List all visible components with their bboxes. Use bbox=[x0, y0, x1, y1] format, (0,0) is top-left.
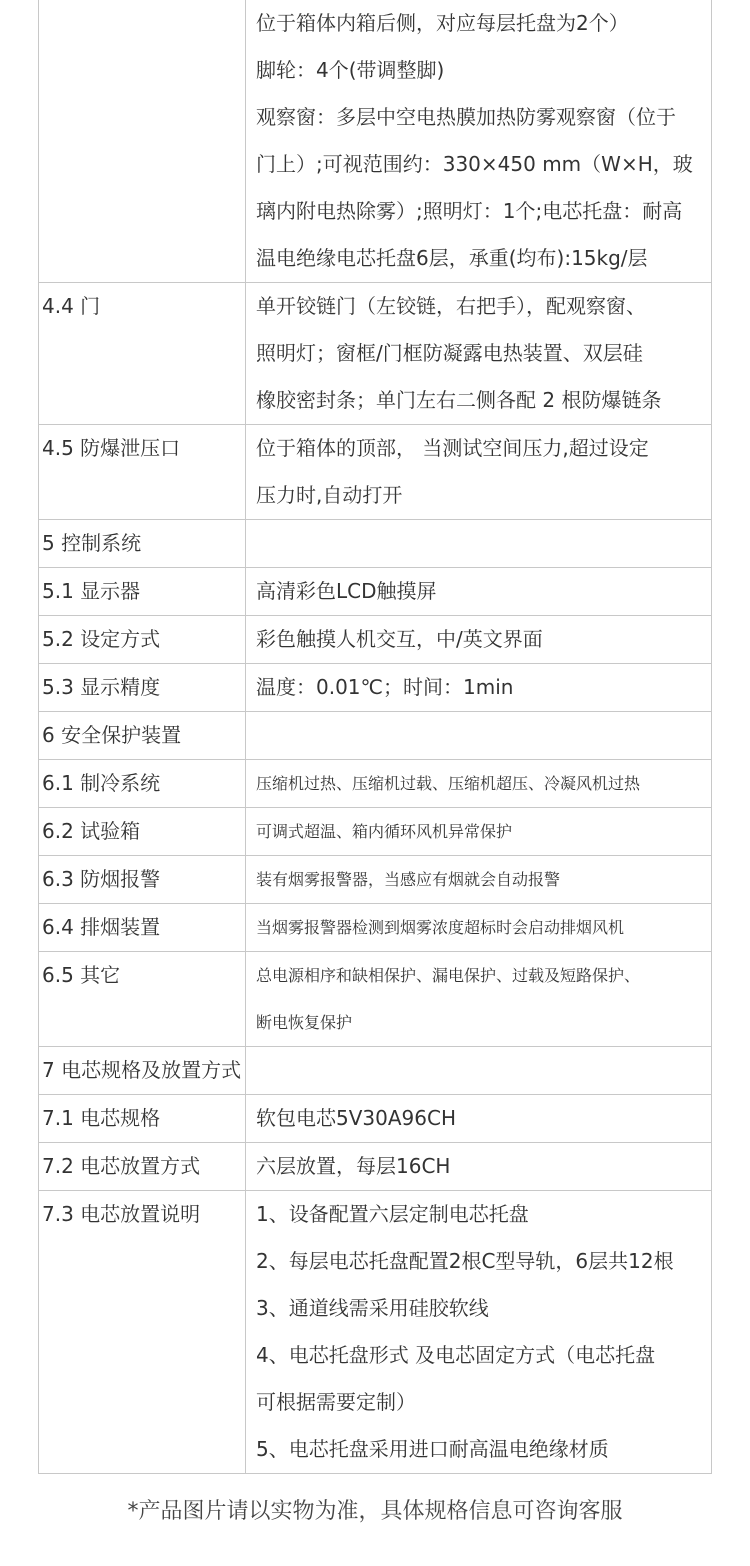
value-line: 2、每层电芯托盘配置2根C型导轨，6层共12根 bbox=[256, 1249, 674, 1273]
row-label: 6 安全保护装置 bbox=[39, 712, 246, 760]
row-label: 6.3 防烟报警 bbox=[39, 856, 246, 904]
table-row bbox=[39, 425, 712, 520]
value-line: 橡胶密封条；单门左右二侧各配 2 根防爆链条 bbox=[256, 388, 662, 412]
value-line: 单开铰链门（左铰链，右把手），配观察窗、 bbox=[256, 294, 646, 318]
table-row bbox=[39, 760, 712, 808]
row-value bbox=[246, 1191, 712, 1474]
table-row bbox=[39, 1047, 712, 1095]
value-line: 位于箱体的顶部， 当测试空间压力,超过设定 bbox=[256, 436, 649, 460]
value-line: 温电绝缘电芯托盘6层，承重(均布):15kg/层 bbox=[256, 246, 648, 270]
value-line: 5、电芯托盘采用进口耐高温电绝缘材质 bbox=[256, 1437, 609, 1461]
row-label bbox=[39, 0, 246, 283]
table-row bbox=[39, 712, 712, 760]
row-value bbox=[246, 520, 712, 568]
row-value bbox=[246, 760, 712, 808]
value-line: 温度：0.01℃；时间：1min bbox=[256, 675, 514, 699]
row-value bbox=[246, 425, 712, 520]
value-line: 观察窗：多层中空电热膜加热防雾观察窗（位于 bbox=[256, 105, 676, 129]
row-label: 7.1 电芯规格 bbox=[39, 1095, 246, 1143]
value-line: 门上）;可视范围约：330×450 mm（W×H，玻 bbox=[256, 152, 693, 176]
row-label: 5 控制系统 bbox=[39, 520, 246, 568]
table-row bbox=[39, 0, 712, 283]
row-label: 6.2 试验箱 bbox=[39, 808, 246, 856]
table-row bbox=[39, 856, 712, 904]
table-row bbox=[39, 664, 712, 712]
value-line: 4、电芯托盘形式 及电芯固定方式（电芯托盘 bbox=[256, 1343, 656, 1367]
value-line: 六层放置，每层16CH bbox=[256, 1154, 451, 1178]
row-value bbox=[246, 0, 712, 283]
row-value bbox=[246, 712, 712, 760]
value-line: 软包电芯5V30A96CH bbox=[256, 1106, 456, 1130]
value-line: 断电恢复保护 bbox=[256, 1013, 353, 1032]
value-line: 压缩机过热、压缩机过载、压缩机超压、冷凝风机过热 bbox=[256, 774, 641, 793]
row-label: 5.3 显示精度 bbox=[39, 664, 246, 712]
row-label: 6.4 排烟装置 bbox=[39, 904, 246, 952]
row-label: 7 电芯规格及放置方式 bbox=[39, 1047, 246, 1095]
row-value bbox=[246, 808, 712, 856]
value-line: 可根据需要定制） bbox=[256, 1390, 416, 1414]
row-value bbox=[246, 568, 712, 616]
table-row bbox=[39, 283, 712, 425]
row-value bbox=[246, 856, 712, 904]
table-row bbox=[39, 1143, 712, 1191]
value-line: 高清彩色LCD触摸屏 bbox=[256, 579, 437, 603]
row-label: 6.1 制冷系统 bbox=[39, 760, 246, 808]
row-value bbox=[246, 904, 712, 952]
row-label: 4.4 门 bbox=[39, 283, 246, 425]
value-line: 位于箱体内箱后侧，对应每层托盘为2个） bbox=[256, 11, 629, 35]
row-label: 7.3 电芯放置说明 bbox=[39, 1191, 246, 1474]
table-row bbox=[39, 952, 712, 1047]
spec-table bbox=[38, 0, 712, 1474]
value-line: 当烟雾报警器检测到烟雾浓度超标时会启动排烟风机 bbox=[256, 918, 625, 937]
row-label: 5.1 显示器 bbox=[39, 568, 246, 616]
value-line: 可调式超温、箱内循环风机异常保护 bbox=[256, 822, 513, 841]
value-line: 彩色触摸人机交互，中/英文界面 bbox=[256, 627, 543, 651]
table-row bbox=[39, 808, 712, 856]
value-line: 装有烟雾报警器，当感应有烟就会自动报警 bbox=[256, 870, 561, 889]
row-label: 4.5 防爆泄压口 bbox=[39, 425, 246, 520]
value-line: 1、设备配置六层定制电芯托盘 bbox=[256, 1202, 529, 1226]
value-line: 3、通道线需采用硅胶软线 bbox=[256, 1296, 489, 1320]
table-row bbox=[39, 568, 712, 616]
row-label: 5.2 设定方式 bbox=[39, 616, 246, 664]
value-line: 压力时,自动打开 bbox=[256, 483, 403, 507]
value-line: 脚轮：4个(带调整脚) bbox=[256, 58, 445, 82]
table-row bbox=[39, 520, 712, 568]
row-value bbox=[246, 1143, 712, 1191]
table-row bbox=[39, 1095, 712, 1143]
row-label: 7.2 电芯放置方式 bbox=[39, 1143, 246, 1191]
row-value bbox=[246, 616, 712, 664]
row-value bbox=[246, 664, 712, 712]
row-value bbox=[246, 952, 712, 1047]
row-label: 6.5 其它 bbox=[39, 952, 246, 1047]
table-row bbox=[39, 616, 712, 664]
table-row bbox=[39, 1191, 712, 1474]
value-line: 总电源相序和缺相保护、漏电保护、过载及短路保护、 bbox=[256, 966, 641, 985]
row-value bbox=[246, 1095, 712, 1143]
value-line: 照明灯；窗框/门框防凝露电热装置、双层硅 bbox=[256, 341, 643, 365]
table-row bbox=[39, 904, 712, 952]
row-value bbox=[246, 283, 712, 425]
value-line: 璃内附电热除雾）;照明灯：1个;电芯托盘：耐高 bbox=[256, 199, 683, 223]
footer-note: *产品图片请以实物为准，具体规格信息可咨询客服 bbox=[127, 1499, 623, 1524]
row-value bbox=[246, 1047, 712, 1095]
